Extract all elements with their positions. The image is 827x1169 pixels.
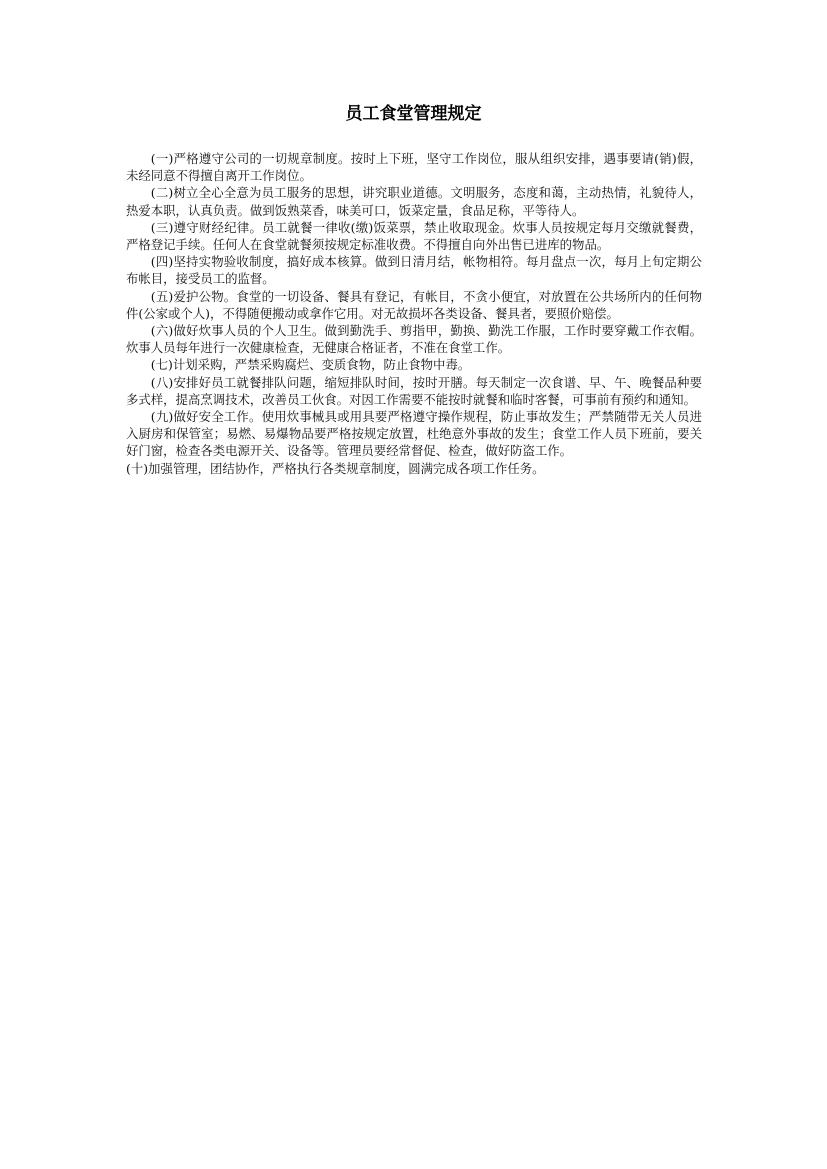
document-body [126, 150, 702, 477]
rule-paragraph-5: (五)爱护公物。食堂的一切设备、餐具有登记，有帐目，不贪小便宜，对放置在公共场所内的任何物件(公家或个人)，不得随便搬动或拿作它用。对无故损坏各类设备、餐具者，要照价赔偿。 [126, 288, 702, 321]
rule-paragraph-8: (八)安排好员工就餐排队问题，缩短排队时间，按时开膳。每天制定一次食谱、早、午、晚餐品种要多式样，提高烹调技术，改善员工伙食。对因工作需要不能按时就餐和临时客餐，可事前有预约和通知。 [126, 374, 702, 407]
rule-paragraph-2: (二)树立全心全意为员工服务的思想，讲究职业道德。文明服务，态度和蔼，主动热情，礼貌待人，热爱本职，认真负责。做到饭熟菜香，味美可口，饭菜定量，食品足称，平等待人。 [126, 185, 702, 218]
rule-paragraph-7: (七)计划采购，严禁采购腐烂、变质食物，防止食物中毒。 [150, 357, 471, 373]
rule-paragraph-6: (六)做好炊事人员的个人卫生。做到勤洗手、剪指甲，勤换、勤洗工作服，工作时要穿戴工作衣帽。炊事人员每年进行一次健康检查，无健康合格证者，不准在食堂工作。 [126, 323, 702, 356]
document-title: 员工食堂管理规定 [345, 104, 482, 124]
rule-paragraph-9: (九)做好安全工作。使用炊事械具或用具要严格遵守操作规程，防止事故发生；严禁随带无关人员进入厨房和保管室；易燃、易爆物品要严格按规定放置，杜绝意外事故的发生；食堂工作人员下班前，要关好门窗，检查各类电源开关、设备等。管理员要经常督促、检查，做好防盗工作。 [126, 409, 702, 459]
rule-paragraph-4: (四)坚持实物验收制度，搞好成本核算。做到日清月结，帐物相符。每月盘点一次，每月上旬定期公布帐目，接受员工的监督。 [126, 254, 702, 287]
rule-paragraph-3: (三)遵守财经纪律。员工就餐一律收(缴)饭菜票，禁止收取现金。炊事人员按规定每月交缴就餐费，严格登记手续。任何人在食堂就餐须按规定标准收费。不得擅自向外出售已进库的物品。 [126, 219, 702, 253]
rule-paragraph-1: (一)严格遵守公司的一切规章制度。按时上下班，坚守工作岗位，服从组织安排，遇事要请(销)假，未经同意不得擅自离开工作岗位。 [126, 151, 702, 184]
rule-paragraph-10: (十)加强管理，团结协作，严格执行各类规章制度，圆满完成各项工作任务。 [126, 460, 545, 476]
